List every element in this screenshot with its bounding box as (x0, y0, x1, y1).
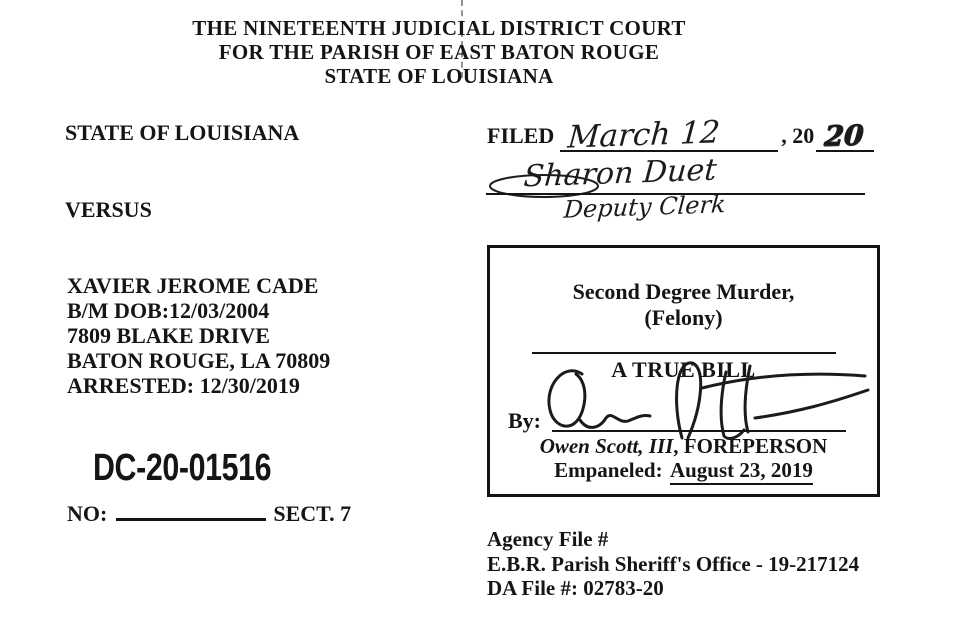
foreperson-signature-line (552, 430, 846, 432)
docket-number-row (67, 501, 351, 527)
handwritten-filed-date: March 12 (566, 114, 722, 156)
defendant-arrest-date: ARRESTED: 12/30/2019 (67, 373, 300, 398)
header-parish-line: FOR THE PARISH OF EAST BATON ROUGE (218, 40, 660, 64)
charge-class: (Felony) (644, 305, 723, 330)
docket-no-label: NO: (67, 501, 108, 526)
defendant-name: XAVIER JEROME CADE (67, 273, 319, 298)
empaneled-label: Empaneled: (554, 458, 663, 482)
filed-label: FILED (487, 123, 555, 148)
defendant-address-line2: BATON ROUGE, LA 70809 (67, 348, 331, 373)
clerk-signature-block (486, 152, 865, 224)
true-bill-label: A TRUE BILL (611, 357, 756, 382)
agency-file-block (487, 527, 859, 601)
foreperson-title: , FOREPERSON (673, 434, 828, 458)
plaintiff-name: STATE OF LOUISIANA (65, 120, 300, 145)
empaneled-date: August 23, 2019 (670, 458, 813, 485)
header-court-line: THE NINETEENTH JUDICIAL DISTRICT COURT (192, 16, 686, 40)
foreperson-name-row (490, 434, 877, 459)
defendant-block (67, 273, 330, 398)
filed-row (487, 114, 874, 156)
true-bill-divider-line (532, 352, 836, 354)
defendant-address-line1: 7809 BLAKE DRIVE (67, 323, 270, 348)
agency-file-value: E.B.R. Parish Sheriff's Office - 19-217124 (487, 551, 860, 576)
clerk-title-handwritten: Deputy Clerk (562, 190, 727, 224)
document-header (0, 16, 878, 88)
da-file-number: DA File #: 02783-20 (487, 576, 664, 600)
header-state-line: STATE OF LOUISIANA (324, 64, 554, 88)
filed-year-prefix: , 20 (781, 123, 815, 148)
docket-number-blank (116, 501, 266, 521)
by-label: By: (508, 408, 541, 433)
agency-file-label: Agency File # (487, 527, 609, 551)
docket-sect-label: SECT. 7 (273, 501, 352, 526)
charge-name: Second Degree Murder, (572, 279, 795, 304)
versus-label: VERSUS (65, 197, 152, 222)
true-bill-box (487, 245, 880, 497)
case-number-stamp: DC-20-01516 (93, 447, 272, 489)
clerk-signature: Sharon Duet (522, 152, 718, 195)
filed-year-blank (816, 116, 874, 152)
handwritten-filed-year: 20 (823, 118, 865, 153)
filed-date-blank (560, 114, 778, 156)
empaneled-row (490, 458, 877, 483)
foreperson-name: Owen Scott, III (539, 434, 674, 458)
defendant-descriptor: B/M DOB:12/03/2004 (67, 298, 270, 323)
